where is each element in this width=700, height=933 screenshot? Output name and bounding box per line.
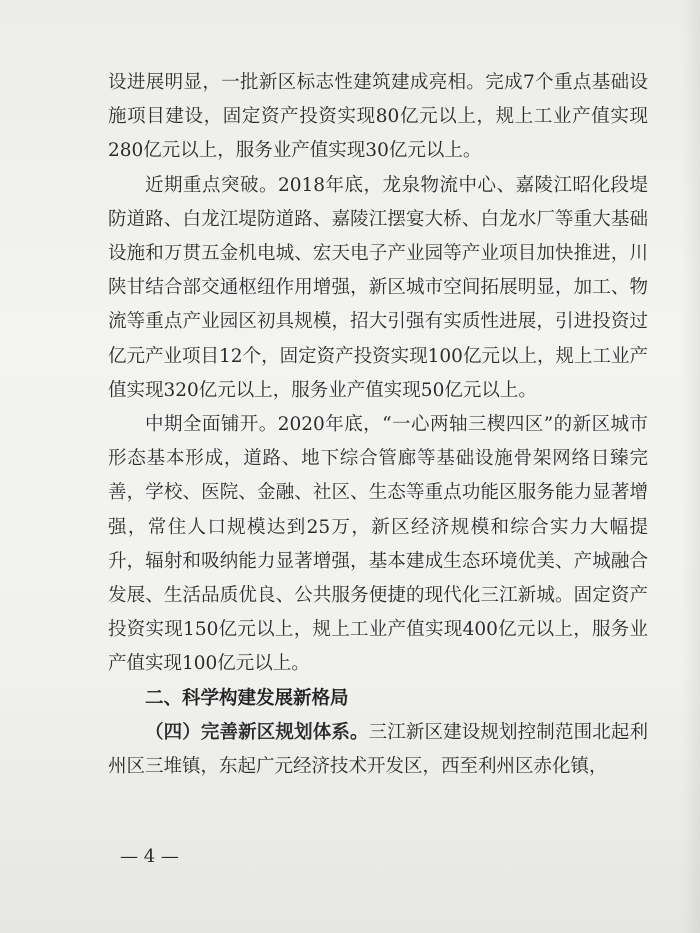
section-heading: 二、科学构建发展新格局	[145, 687, 349, 709]
document-body	[108, 66, 648, 784]
paragraph-near-term: 近期重点突破。2018年底，龙泉物流中心、嘉陵江昭化段堤防道路、白龙江堤防道路、嘉陵江摆宴大桥、白龙水厂等重大基础设施和万贯五金机电城、宏天电子产业园等产业项目加快推进，川陕甘结合部交通枢纽作用增强，新区城市空间拓展明显，加工、物流等重点产业园区初具规模，招大引强有实质性进展，引进投资过亿元产业项目12个，固定资产投资实现100亿元以上，规上工业产值实现320亿元以上，服务业产值实现50亿元以上。	[108, 174, 648, 401]
paragraph-continued: 设进展明显，一批新区标志性建筑建成亮相。完成7个重点基础设施项目建设，固定资产投资实现80亿元以上，规上工业产值实现280亿元以上，服务业产值实现30亿元以上。	[108, 72, 648, 162]
subsection-text: 三江新区建设规划控制范围北起利州区三堆镇，东起广元经济技术开发区，西至利州区赤化镇，	[108, 721, 648, 778]
subsection-lead: （四）完善新区规划体系。	[145, 721, 369, 743]
paragraph-mid-term: 中期全面铺开。2020年底，“一心两轴三楔四区”的新区城市形态基本形成，道路、地下综合管廊等基础设施骨架网络日臻完善，学校、医院、金融、社区、生态等重点功能区服务能力显著增强，常住人口规模达到25万，新区经济规模和综合实力大幅提升，辐射和吸纳能力显著增强，基本建成生态环境优美、产城融合发展、生活品质优良、公共服务便捷的现代化三江新城。固定资产投资实现150亿元以上，规上工业产值实现400亿元以上，服务业产值实现100亿元以上。	[108, 414, 648, 675]
paragraph-planning	[108, 716, 648, 784]
page-edge-shadow	[682, 0, 700, 933]
page-number: — 4 —	[120, 846, 179, 867]
